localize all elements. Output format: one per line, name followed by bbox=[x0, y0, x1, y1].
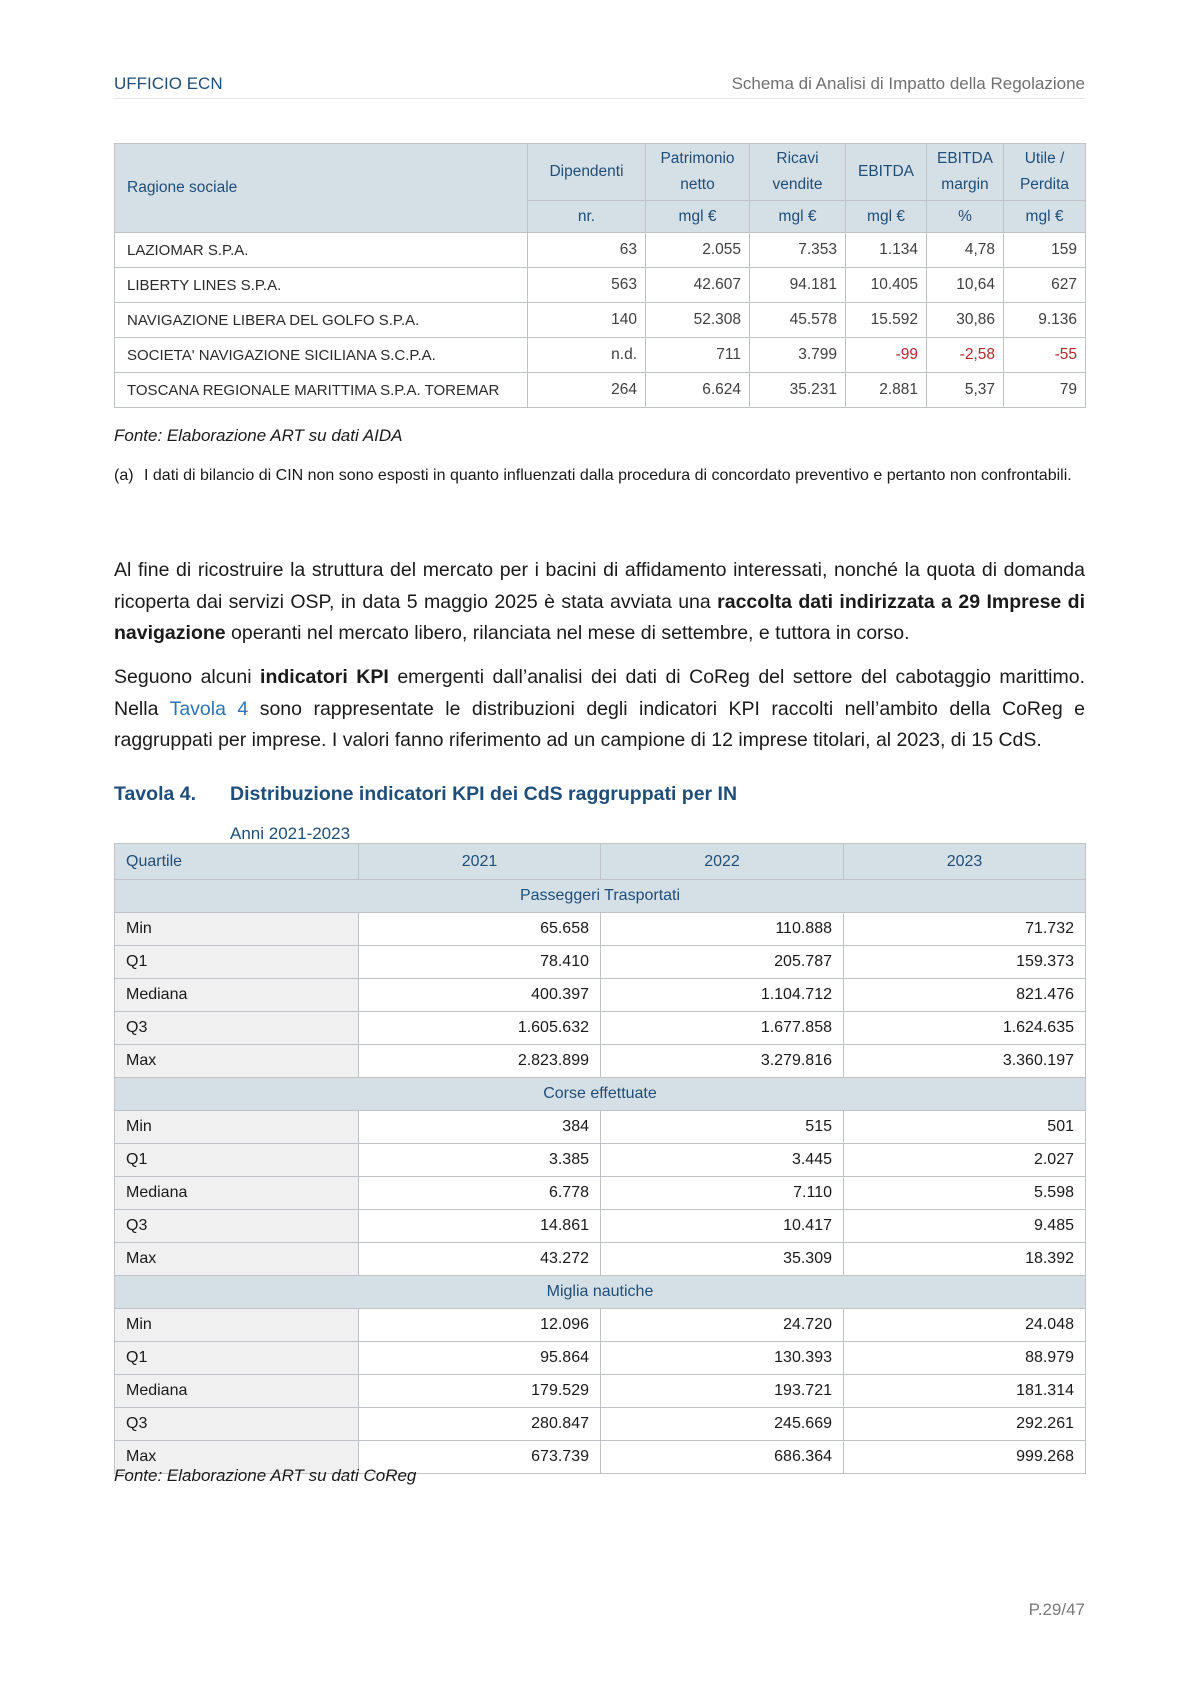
value-cell: 130.393 bbox=[601, 1342, 844, 1375]
unit-ricavi: mgl € bbox=[750, 201, 846, 233]
cell-margin: 4,78 bbox=[927, 233, 1004, 268]
value-cell: 3.445 bbox=[601, 1144, 844, 1177]
cell-ebitda: 1.134 bbox=[846, 233, 927, 268]
header-line: vendite bbox=[772, 176, 823, 193]
quartile-label: Max bbox=[115, 1441, 359, 1474]
cell-margin: -2,58 bbox=[927, 338, 1004, 373]
text-run: sono rappresentate le distribuzioni degli indicatori KPI raccolti nell’ambito della CoReg e raggruppati per imprese. I valori fanno riferimento ad un campione di 12 imprese titolari, al 2023, di 15 CdS. bbox=[114, 697, 1085, 751]
col-header-ricavi bbox=[750, 144, 846, 201]
table-row bbox=[115, 1243, 1086, 1276]
quartile-label: Min bbox=[115, 1309, 359, 1342]
table-row bbox=[115, 338, 1086, 373]
cell-patrimonio: 42.607 bbox=[646, 268, 750, 303]
header-line: netto bbox=[680, 176, 715, 193]
unit-ebitda: mgl € bbox=[846, 201, 927, 233]
table-row bbox=[115, 1408, 1086, 1441]
company-name: LAZIOMAR S.P.A. bbox=[115, 233, 528, 268]
quartile-label: Mediana bbox=[115, 1375, 359, 1408]
unit-patrimonio: mgl € bbox=[646, 201, 750, 233]
company-name: TOSCANA REGIONALE MARITTIMA S.P.A. TOREMAR bbox=[115, 373, 528, 408]
quartile-label: Q3 bbox=[115, 1012, 359, 1045]
section-title: Passeggeri Trasportati bbox=[115, 880, 1086, 913]
cell-utile: 627 bbox=[1004, 268, 1086, 303]
footnote-marker: (a) bbox=[114, 467, 134, 484]
col-header-ebitda-margin bbox=[927, 144, 1004, 201]
value-cell: 35.309 bbox=[601, 1243, 844, 1276]
value-cell: 24.048 bbox=[844, 1309, 1086, 1342]
unit-utile: mgl € bbox=[1004, 201, 1086, 233]
value-cell: 65.658 bbox=[359, 913, 601, 946]
value-cell: 78.410 bbox=[359, 946, 601, 979]
table-row bbox=[115, 1177, 1086, 1210]
cell-margin: 10,64 bbox=[927, 268, 1004, 303]
value-cell: 9.485 bbox=[844, 1210, 1086, 1243]
quartile-label: Q1 bbox=[115, 946, 359, 979]
table-row bbox=[115, 1375, 1086, 1408]
table-row bbox=[115, 979, 1086, 1012]
quartile-label: Q3 bbox=[115, 1210, 359, 1243]
page-header bbox=[114, 72, 1085, 99]
table-source-note: Fonte: Elaborazione ART su dati CoReg bbox=[114, 1466, 417, 1485]
table-subtitle: Anni 2021-2023 bbox=[230, 824, 351, 843]
table-row bbox=[115, 1144, 1086, 1177]
cell-utile: -55 bbox=[1004, 338, 1086, 373]
value-cell: 999.268 bbox=[844, 1441, 1086, 1474]
text-run: operanti nel mercato libero, rilanciata nel mese di settembre, e tuttora in corso. bbox=[225, 622, 910, 644]
cell-ricavi: 3.799 bbox=[750, 338, 846, 373]
value-cell: 280.847 bbox=[359, 1408, 601, 1441]
cell-ricavi: 94.181 bbox=[750, 268, 846, 303]
value-cell: 7.110 bbox=[601, 1177, 844, 1210]
col-header-2021: 2021 bbox=[359, 844, 601, 880]
table-row bbox=[115, 303, 1086, 338]
quartile-label: Max bbox=[115, 1045, 359, 1078]
cell-ricavi: 35.231 bbox=[750, 373, 846, 408]
value-cell: 12.096 bbox=[359, 1309, 601, 1342]
cell-dipendenti: 264 bbox=[528, 373, 646, 408]
value-cell: 5.598 bbox=[844, 1177, 1086, 1210]
value-cell: 3.360.197 bbox=[844, 1045, 1086, 1078]
financial-table bbox=[114, 143, 1086, 408]
value-cell: 292.261 bbox=[844, 1408, 1086, 1441]
value-cell: 821.476 bbox=[844, 979, 1086, 1012]
quartile-label: Min bbox=[115, 1111, 359, 1144]
cell-dipendenti: n.d. bbox=[528, 338, 646, 373]
quartile-label: Max bbox=[115, 1243, 359, 1276]
table-row bbox=[115, 946, 1086, 979]
table-caption bbox=[114, 783, 737, 806]
cell-utile: 9.136 bbox=[1004, 303, 1086, 338]
value-cell: 110.888 bbox=[601, 913, 844, 946]
table-row bbox=[115, 268, 1086, 303]
table-row bbox=[115, 233, 1086, 268]
value-cell: 193.721 bbox=[601, 1375, 844, 1408]
company-name: LIBERTY LINES S.P.A. bbox=[115, 268, 528, 303]
bold-text: indicatori KPI bbox=[260, 666, 389, 688]
cell-utile: 79 bbox=[1004, 373, 1086, 408]
value-cell: 18.392 bbox=[844, 1243, 1086, 1276]
col-header-2023: 2023 bbox=[844, 844, 1086, 880]
table-row bbox=[115, 1309, 1086, 1342]
table-row bbox=[115, 373, 1086, 408]
unit-margin: % bbox=[927, 201, 1004, 233]
value-cell: 1.605.632 bbox=[359, 1012, 601, 1045]
document-title: Schema di Analisi di Impatto della Regolazione bbox=[731, 74, 1085, 93]
value-cell: 686.364 bbox=[601, 1441, 844, 1474]
quartile-label: Min bbox=[115, 913, 359, 946]
table-row bbox=[115, 1111, 1086, 1144]
value-cell: 400.397 bbox=[359, 979, 601, 1012]
value-cell: 515 bbox=[601, 1111, 844, 1144]
section-row bbox=[115, 1276, 1086, 1309]
value-cell: 71.732 bbox=[844, 913, 1086, 946]
value-cell: 1.677.858 bbox=[601, 1012, 844, 1045]
cell-dipendenti: 63 bbox=[528, 233, 646, 268]
cell-patrimonio: 6.624 bbox=[646, 373, 750, 408]
value-cell: 24.720 bbox=[601, 1309, 844, 1342]
header-line: Perdita bbox=[1019, 176, 1070, 193]
table-row bbox=[115, 1045, 1086, 1078]
cell-patrimonio: 2.055 bbox=[646, 233, 750, 268]
value-cell: 95.864 bbox=[359, 1342, 601, 1375]
value-cell: 181.314 bbox=[844, 1375, 1086, 1408]
value-cell: 384 bbox=[359, 1111, 601, 1144]
value-cell: 43.272 bbox=[359, 1243, 601, 1276]
value-cell: 88.979 bbox=[844, 1342, 1086, 1375]
cell-ebitda: 15.592 bbox=[846, 303, 927, 338]
value-cell: 2.823.899 bbox=[359, 1045, 601, 1078]
value-cell: 3.279.816 bbox=[601, 1045, 844, 1078]
footnote bbox=[114, 463, 1089, 488]
table-row bbox=[115, 1210, 1086, 1243]
bold-text: raccolta dati indirizzata a 29 Imprese di navigazione bbox=[114, 590, 1086, 644]
tavola-4-link[interactable]: Tavola 4 bbox=[169, 697, 249, 720]
section-title: Miglia nautiche bbox=[115, 1276, 1086, 1309]
value-cell: 205.787 bbox=[601, 946, 844, 979]
text-run: emergenti dall’analisi dei dati di CoReg del settore del cabotaggio marittimo. Nella bbox=[114, 666, 1085, 720]
company-name: NAVIGAZIONE LIBERA DEL GOLFO S.P.A. bbox=[115, 303, 528, 338]
table-row bbox=[115, 913, 1086, 946]
paragraph-data-collection bbox=[114, 555, 1085, 650]
value-cell: 14.861 bbox=[359, 1210, 601, 1243]
value-cell: 159.373 bbox=[844, 946, 1086, 979]
table-title: Distribuzione indicatori KPI dei CdS raggruppati per IN bbox=[230, 783, 738, 805]
cell-dipendenti: 140 bbox=[528, 303, 646, 338]
value-cell: 673.739 bbox=[359, 1441, 601, 1474]
page-number: P.29/47 bbox=[1028, 1600, 1085, 1619]
header-line: Patrimonio bbox=[660, 150, 735, 167]
cell-patrimonio: 52.308 bbox=[646, 303, 750, 338]
section-row bbox=[115, 1078, 1086, 1111]
value-cell: 179.529 bbox=[359, 1375, 601, 1408]
quartile-label: Mediana bbox=[115, 1177, 359, 1210]
text-run: Al fine di ricostruire la struttura del mercato per i bacini di affidamento interessati, nonché la quota di domanda ricoperta dai servizi OSP, in data 5 maggio 2025 è stata avviata una bbox=[114, 559, 1085, 613]
quartile-label: Mediana bbox=[115, 979, 359, 1012]
col-header-2022: 2022 bbox=[601, 844, 844, 880]
quartile-label: Q1 bbox=[115, 1342, 359, 1375]
value-cell: 501 bbox=[844, 1111, 1086, 1144]
cell-ebitda: 2.881 bbox=[846, 373, 927, 408]
cell-patrimonio: 711 bbox=[646, 338, 750, 373]
value-cell: 1.104.712 bbox=[601, 979, 844, 1012]
cell-margin: 5,37 bbox=[927, 373, 1004, 408]
header-line: EBITDA bbox=[937, 150, 993, 167]
col-header-ragione-sociale: Ragione sociale bbox=[115, 144, 528, 233]
value-cell: 3.385 bbox=[359, 1144, 601, 1177]
table-source-note: Fonte: Elaborazione ART su dati AIDA bbox=[114, 426, 403, 445]
paragraph-kpi bbox=[114, 662, 1085, 757]
value-cell: 6.778 bbox=[359, 1177, 601, 1210]
value-cell: 10.417 bbox=[601, 1210, 844, 1243]
header-line: Utile / bbox=[1024, 150, 1065, 167]
value-cell: 1.624.635 bbox=[844, 1012, 1086, 1045]
cell-dipendenti: 563 bbox=[528, 268, 646, 303]
unit-dipendenti: nr. bbox=[528, 201, 646, 233]
footnote-text: I dati di bilancio di CIN non sono esposti in quanto influenzati dalla procedura di concordato preventivo e pertanto non confrontabili. bbox=[144, 467, 1072, 484]
cell-ricavi: 45.578 bbox=[750, 303, 846, 338]
cell-ricavi: 7.353 bbox=[750, 233, 846, 268]
col-header-patrimonio bbox=[646, 144, 750, 201]
table-number: Tavola 4. bbox=[114, 783, 197, 805]
cell-ebitda: -99 bbox=[846, 338, 927, 373]
cell-utile: 159 bbox=[1004, 233, 1086, 268]
text-run: Seguono alcuni bbox=[114, 666, 261, 688]
cell-margin: 30,86 bbox=[927, 303, 1004, 338]
section-title: Corse effettuate bbox=[115, 1078, 1086, 1111]
value-cell: 2.027 bbox=[844, 1144, 1086, 1177]
quartile-label: Q1 bbox=[115, 1144, 359, 1177]
company-name: SOCIETA' NAVIGAZIONE SICILIANA S.C.P.A. bbox=[115, 338, 528, 373]
col-header-ebitda: EBITDA bbox=[846, 144, 927, 201]
table-row bbox=[115, 1342, 1086, 1375]
header-line: margin bbox=[941, 176, 989, 193]
cell-ebitda: 10.405 bbox=[846, 268, 927, 303]
col-header-dipendenti: Dipendenti bbox=[528, 144, 646, 201]
quartile-label: Q3 bbox=[115, 1408, 359, 1441]
table-row bbox=[115, 1012, 1086, 1045]
header-line: Ricavi bbox=[776, 150, 819, 167]
value-cell: 245.669 bbox=[601, 1408, 844, 1441]
col-header-quartile: Quartile bbox=[115, 844, 359, 880]
section-row bbox=[115, 880, 1086, 913]
kpi-table bbox=[114, 843, 1086, 1474]
office-name: UFFICIO ECN bbox=[114, 74, 223, 93]
col-header-utile bbox=[1004, 144, 1086, 201]
